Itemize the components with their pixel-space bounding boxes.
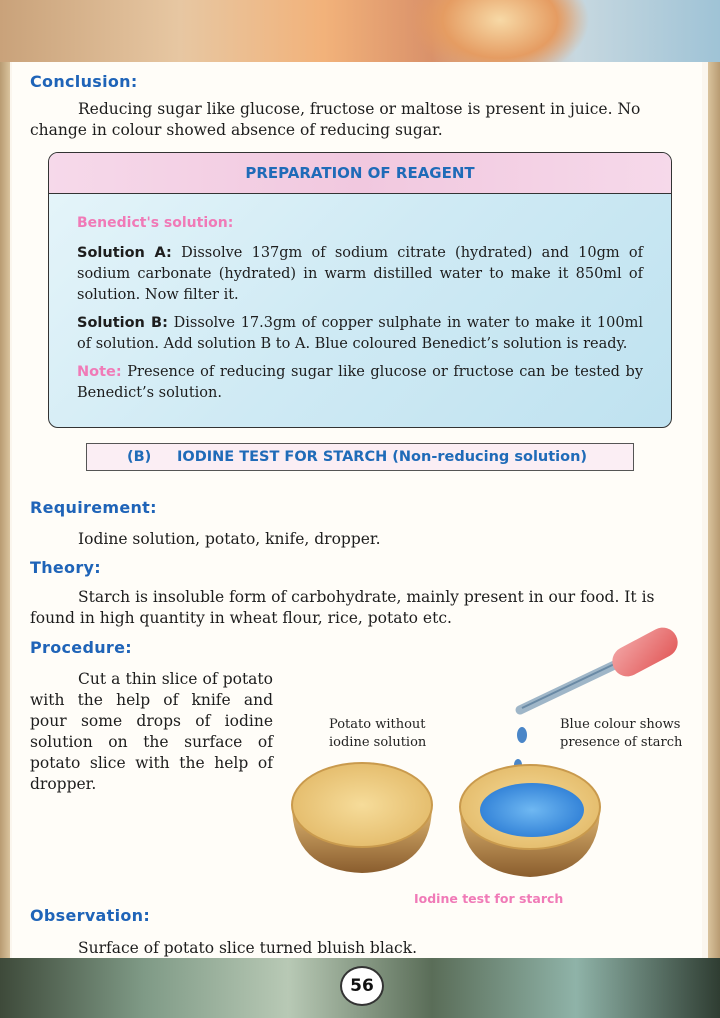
section-b-banner [86,443,634,471]
iodine-test-figure [280,615,700,885]
drop-icon [517,727,527,743]
solution-b-text: Dissolve 17.3gm of copper sulphate in water to make it 100ml of solution. Add solution B to A. Blue coloured Benedict’s solution is ready. [77,315,643,352]
requirement-text: Iodine solution, potato, knife, dropper. [78,530,381,548]
theory-text: Starch is insoluble form of carbohydrate, mainly present in our food. It is found in high quantity in wheat flour, rice, potato etc. [30,588,655,627]
left-border [0,62,10,958]
solution-a-text: Dissolve 137gm of sodium citrate (hydrated) and 10gm of sodium carbonate (hydrated) in warm distilled water to make it 850ml of solution. Now filter it. [77,245,643,303]
potato-without-iodine [292,763,432,873]
figure-label-right-2: presence of starch [560,735,683,750]
right-border [708,62,720,958]
solution-b-label: Solution B: [77,315,168,331]
theory-heading: Theory: [30,558,101,577]
top-decorative-banner [0,0,720,62]
solution-b [77,313,643,355]
observation-text: Surface of potato slice turned bluish black. [78,939,418,957]
iodine-stain [480,783,584,837]
procedure-heading: Procedure: [30,638,132,657]
note-label: Note: [77,364,122,380]
conclusion-heading: Conclusion: [30,72,138,91]
reagent-box [48,152,672,428]
figure-caption: Iodine test for starch [414,891,564,906]
solution-a [77,243,643,306]
observation-heading: Observation: [30,906,151,925]
procedure-text: Cut a thin slice of potato with the help of knife and pour some drops of iodine solution on the surface of potato slice with the help of dropper. [30,670,273,793]
section-b-title: IODINE TEST FOR STARCH (Non-reducing solution) [177,449,588,465]
conclusion-text: Reducing sugar like glucose, fructose or maltose is present in juice. No change in colour showed absence of reducing sugar. [30,100,641,139]
reagent-note [77,362,643,404]
figure-label-right-1: Blue colour shows [560,717,681,732]
reagent-box-title: PREPARATION OF REAGENT [49,153,671,194]
figure-label-left-2: iodine solution [329,735,427,750]
solution-a-label: Solution A: [77,245,172,261]
section-b-label: (B) [127,449,152,465]
requirement-heading: Requirement: [30,498,157,517]
potato-with-iodine [460,765,600,877]
benedicts-subheading: Benedict's solution: [77,215,234,231]
page-number: 56 [340,966,384,1006]
figure-label-left-1: Potato without [329,717,426,732]
note-text: Presence of reducing sugar like glucose or fructose can be tested by Benedict’s solution. [77,364,644,401]
dropper-icon [520,622,683,710]
